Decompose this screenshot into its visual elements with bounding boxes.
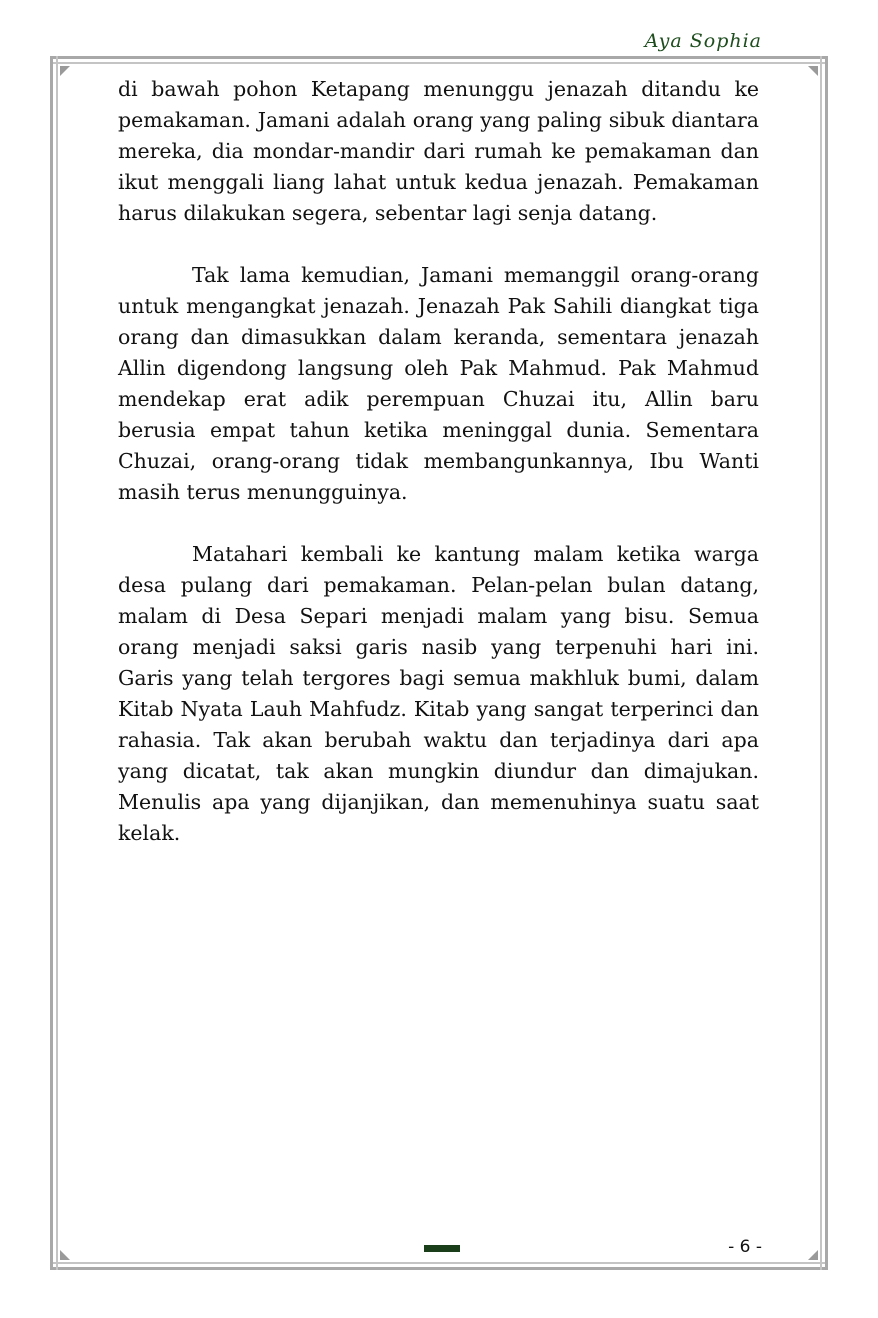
- page-border-right-inner: [820, 56, 822, 1270]
- page-border-bottom: [50, 1267, 828, 1270]
- page-border-top: [50, 56, 828, 59]
- page-border-right: [825, 56, 828, 1270]
- paragraph: di bawah pohon Ketapang menunggu jenazah ditandu ke pemakaman. Jamani adalah orang yang paling sibuk diantara mereka, dia mondar-mandir dari rumah ke pemakaman dan ikut menggali liang lahat untuk kedua jenazah. Pemakaman harus dilakukan segera, sebentar lagi senja datang.: [118, 77, 759, 225]
- page-border-left: [50, 56, 53, 1270]
- page-number: - 6 -: [728, 1237, 762, 1257]
- page-border-left-inner: [56, 56, 58, 1270]
- page-border-bottom-inner: [50, 1262, 828, 1264]
- corner-ornament-top-right: [808, 66, 818, 76]
- corner-ornament-bottom-left: [60, 1250, 70, 1260]
- corner-ornament-top-left: [60, 66, 70, 76]
- paragraph: Tak lama kemudian, Jamani memanggil orang-orang untuk mengangkat jenazah. Jenazah Pak Sahili diangkat tiga orang dan dimasukkan dalam keranda, sementara jenazah Allin digendong langsung oleh Pak Mahmud. Pak Mahmud mendekap erat adik perempuan Chuzai itu, Allin baru berusia empat tahun ketika meninggal dunia. Sementara Chuzai, orang-orang tidak membangunkannya, Ibu Wanti masih terus menungguinya.: [118, 263, 759, 504]
- paragraph: Matahari kembali ke kantung malam ketika warga desa pulang dari pemakaman. Pelan-pelan bulan datang, malam di Desa Separi menjadi malam yang bisu. Semua orang menjadi saksi garis nasib yang terpenuhi hari ini. Garis yang telah tergores bagi semua makhluk bumi, dalam Kitab Nyata Lauh Mahfudz. Kitab yang sangat terperinci dan rahasia. Tak akan berubah waktu dan terjadinya dari apa yang dicatat, tak akan mungkin diundur dan dimajukan. Menulis apa yang dijanjikan, dan memenuhinya suatu saat kelak.: [118, 542, 759, 845]
- footer-decoration-bar: [424, 1245, 460, 1252]
- page-body: [118, 74, 759, 880]
- corner-ornament-bottom-right: [808, 1250, 818, 1260]
- page-border-top-inner: [50, 62, 828, 64]
- running-header-title: Aya Sophia: [644, 30, 762, 52]
